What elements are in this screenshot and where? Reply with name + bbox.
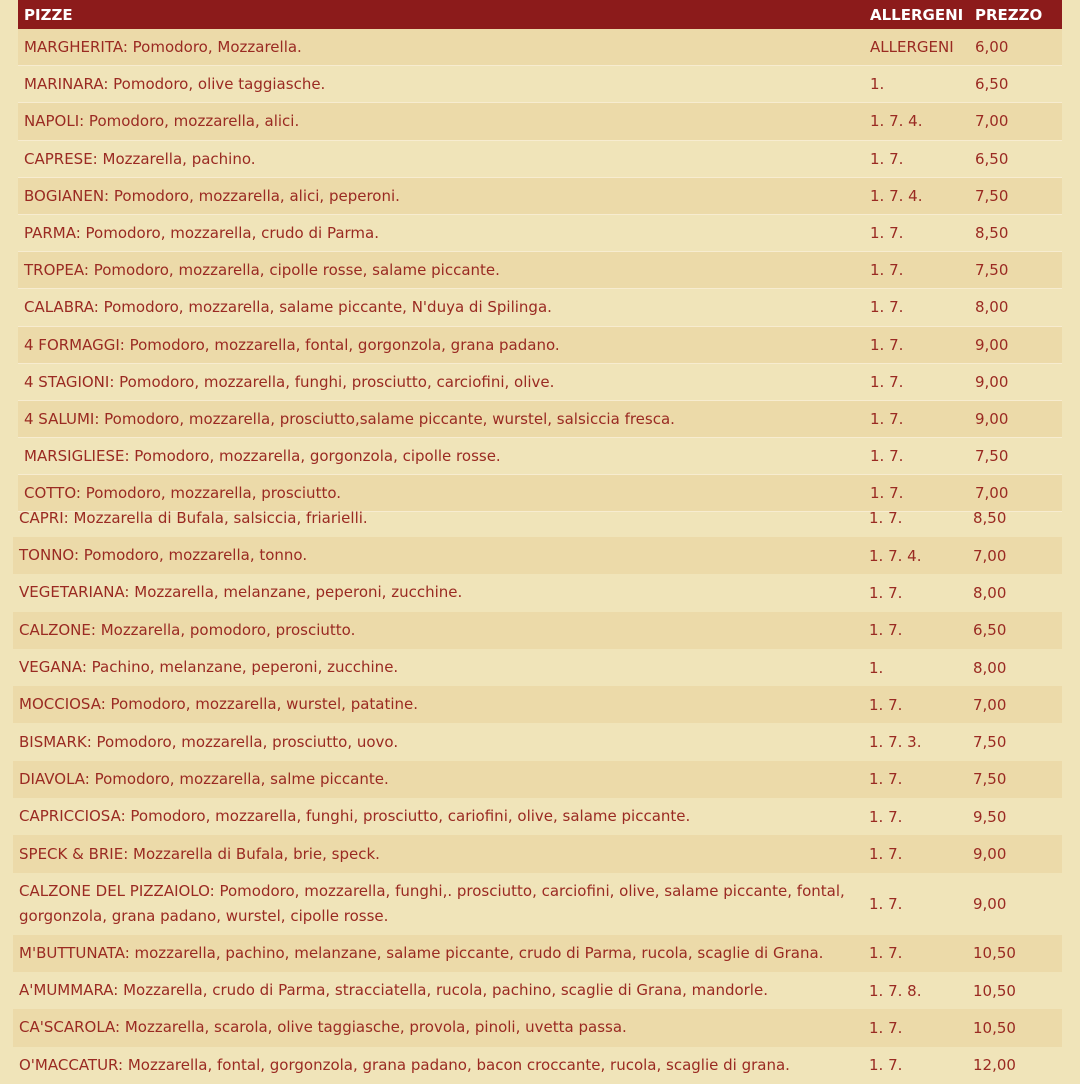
- pizza-allergens: 1. 7.: [869, 583, 903, 602]
- table-header: [18, 0, 1062, 29]
- pizza-price: 7,50: [975, 186, 1009, 205]
- pizza-price: 8,00: [973, 658, 1007, 677]
- pizza-description: SPECK & BRIE: Mozzarella di Bufala, brie, speck.: [19, 844, 380, 863]
- table-row: [18, 103, 1062, 140]
- pizza-description: MOCCIOSA: Pomodoro, mozzarella, wurstel, patatine.: [19, 695, 419, 714]
- pizza-allergens: 1. 7.: [870, 298, 904, 317]
- table-row: [13, 935, 1062, 972]
- pizza-price: 8,50: [973, 509, 1007, 527]
- pizza-allergens: 1. 7. 4.: [870, 186, 923, 205]
- pizza-allergens: 1. 7.: [869, 944, 903, 963]
- pizza-price: 12,00: [973, 1056, 1016, 1075]
- pizza-price: 6,50: [973, 621, 1007, 640]
- table-row: [18, 438, 1062, 475]
- pizza-price: 7,50: [975, 447, 1009, 466]
- pizza-allergens: 1. 7.: [870, 149, 904, 168]
- pizza-price: 8,50: [975, 224, 1009, 243]
- pizza-description: BISMARK: Pomodoro, mozzarella, prosciutto, uovo.: [19, 732, 399, 751]
- table-row: [18, 29, 1062, 66]
- pizza-allergens: 1. 7. 4.: [869, 546, 922, 565]
- pizza-description: M'BUTTUNATA: mozzarella, pachino, melanzane, salame piccante, crudo di Parma, rucola, scaglie di Grana.: [19, 943, 824, 962]
- pizza-description: VEGETARIANA: Mozzarella, melanzane, peperoni, zucchine.: [19, 583, 463, 602]
- header-prezzo: PREZZO: [975, 5, 1043, 24]
- pizza-description: 4 SALUMI: Pomodoro, mozzarella, prosciutto,salame piccante, wurstel, salsiccia fresca.: [24, 409, 675, 428]
- pizza-description: CALABRA: Pomodoro, mozzarella, salame piccante, N'duya di Spilinga.: [24, 298, 552, 317]
- table-row: [13, 1047, 1062, 1084]
- pizza-price: 10,50: [973, 981, 1016, 1000]
- pizza-allergens: 1. 7.: [870, 447, 904, 466]
- table-row: [18, 289, 1062, 326]
- pizza-description: DIAVOLA: Pomodoro, mozzarella, salme piccante.: [19, 769, 389, 788]
- pizza-price: 7,00: [973, 695, 1007, 714]
- pizza-allergens: 1. 7.: [869, 1018, 903, 1037]
- pizza-allergens: 1. 7.: [869, 807, 903, 826]
- pizza-price: 9,00: [973, 894, 1007, 913]
- pizza-price: 7,00: [975, 484, 1009, 503]
- pizza-description: CALZONE: Mozzarella, pomodoro, prosciutto.: [19, 620, 356, 639]
- pizza-price: 7,50: [975, 261, 1009, 280]
- pizza-allergens: 1. 7.: [869, 845, 903, 864]
- pizza-price: 7,00: [975, 112, 1009, 131]
- table-row: [13, 972, 1062, 1009]
- table-row: [13, 686, 1062, 723]
- pizza-allergens: 1. 7.: [869, 1056, 903, 1075]
- pizza-price: 9,00: [973, 845, 1007, 864]
- pizza-price: 9,00: [975, 372, 1009, 391]
- pizza-allergens: 1. 7.: [870, 224, 904, 243]
- pizza-price: 9,00: [975, 335, 1009, 354]
- pizza-description: BOGIANEN: Pomodoro, mozzarella, alici, peperoni.: [24, 186, 400, 205]
- table-row: [13, 612, 1062, 649]
- pizza-description: VEGANA: Pachino, melanzane, peperoni, zucchine.: [19, 658, 399, 677]
- pizza-description: MARINARA: Pomodoro, olive taggiasche.: [24, 75, 326, 94]
- pizza-description: CAPRICCIOSA: Pomodoro, mozzarella, funghi, prosciutto, cariofini, olive, salame piccante.: [19, 807, 691, 826]
- pizza-price: 8,00: [973, 583, 1007, 602]
- pizza-description: CAPRESE: Mozzarella, pachino.: [24, 149, 256, 168]
- pizza-price: 6,00: [975, 38, 1009, 57]
- pizza-description: TROPEA: Pomodoro, mozzarella, cipolle rosse, salame piccante.: [24, 261, 500, 280]
- pizza-allergens: 1.: [870, 75, 885, 94]
- table-row: [18, 252, 1062, 289]
- pizza-description: 4 FORMAGGI: Pomodoro, mozzarella, fontal, gorgonzola, grana padano.: [24, 335, 560, 354]
- pizza-allergens: 1. 7. 8.: [869, 981, 922, 1000]
- table-row: [13, 723, 1062, 760]
- table-row: [18, 401, 1062, 438]
- pizza-allergens: 1. 7.: [870, 261, 904, 280]
- table-row: [13, 761, 1062, 798]
- pizza-description: PARMA: Pomodoro, mozzarella, crudo di Parma.: [24, 224, 379, 243]
- pizza-price: 10,50: [973, 944, 1016, 963]
- pizza-price: 7,50: [973, 770, 1007, 789]
- pizza-description: TONNO: Pomodoro, mozzarella, tonno.: [19, 546, 308, 565]
- table-row: [18, 141, 1062, 178]
- pizza-price: 7,00: [973, 546, 1007, 565]
- pizza-allergens: ALLERGENI: [870, 38, 954, 57]
- pizza-price: 9,00: [975, 409, 1009, 428]
- pizza-description: A'MUMMARA: Mozzarella, crudo di Parma, stracciatella, rucola, pachino, scaglie di Grana, mandorle.: [19, 981, 768, 1000]
- table-row: [13, 507, 1062, 529]
- pizza-price: 6,50: [975, 75, 1009, 94]
- header-pizze: PIZZE: [24, 5, 73, 24]
- table-row: [13, 798, 1062, 835]
- pizza-price: 7,50: [973, 733, 1007, 752]
- pizza-allergens: 1. 7.: [869, 621, 903, 640]
- pizza-description: CA'SCAROLA: Mozzarella, scarola, olive taggiasche, provola, pinoli, uvetta passa.: [19, 1018, 627, 1037]
- pizza-price: 8,00: [975, 298, 1009, 317]
- table-row: [13, 1009, 1062, 1046]
- table-row: [13, 873, 1062, 935]
- pizza-allergens: 1. 7.: [869, 770, 903, 789]
- pizza-description: COTTO: Pomodoro, mozzarella, prosciutto.: [24, 484, 342, 503]
- header-allergeni: ALLERGENI: [870, 5, 964, 24]
- pizza-allergens: 1. 7.: [870, 409, 904, 428]
- table-row: [13, 835, 1062, 872]
- pizza-description: MARSIGLIESE: Pomodoro, mozzarella, gorgonzola, cipolle rosse.: [24, 447, 501, 466]
- pizza-description: O'MACCATUR: Mozzarella, fontal, gorgonzola, grana padano, bacon croccante, rucola, scaglie di grana.: [19, 1055, 790, 1074]
- pizza-menu-table-top: [18, 0, 1062, 512]
- table-row: [18, 364, 1062, 401]
- pizza-description: CAPRI: Mozzarella di Bufala, salsiccia, friarielli.: [19, 508, 368, 527]
- pizza-price: 10,50: [973, 1018, 1016, 1037]
- pizza-menu-table-bottom: [13, 507, 1062, 1084]
- pizza-allergens: 1. 7. 3.: [869, 733, 922, 752]
- table-row: [18, 327, 1062, 364]
- pizza-allergens: 1. 7.: [869, 894, 903, 913]
- table-row: [13, 574, 1062, 611]
- pizza-allergens: 1. 7.: [870, 372, 904, 391]
- table-row: [18, 215, 1062, 252]
- table-row: [18, 178, 1062, 215]
- pizza-allergens: 1. 7.: [870, 484, 904, 503]
- pizza-price: 9,50: [973, 807, 1007, 826]
- pizza-description: CALZONE DEL PIZZAIOLO: Pomodoro, mozzarella, funghi,. prosciutto, carciofini, olive, salame piccante, fontal, gorgonzola, grana padano, wurstel, cipolle rosse.: [19, 881, 845, 925]
- pizza-description: NAPOLI: Pomodoro, mozzarella, alici.: [24, 112, 300, 131]
- pizza-allergens: 1. 7. 4.: [870, 112, 923, 131]
- pizza-description: 4 STAGIONI: Pomodoro, mozzarella, funghi, prosciutto, carciofini, olive.: [24, 372, 555, 391]
- table-row: [13, 649, 1062, 686]
- pizza-allergens: 1. 7.: [870, 335, 904, 354]
- pizza-allergens: 1. 7.: [869, 695, 903, 714]
- table-row: [18, 66, 1062, 103]
- table-row: [13, 537, 1062, 574]
- pizza-price: 6,50: [975, 149, 1009, 168]
- pizza-description: MARGHERITA: Pomodoro, Mozzarella.: [24, 38, 302, 57]
- pizza-allergens: 1.: [869, 658, 884, 677]
- pizza-allergens: 1. 7.: [869, 509, 903, 527]
